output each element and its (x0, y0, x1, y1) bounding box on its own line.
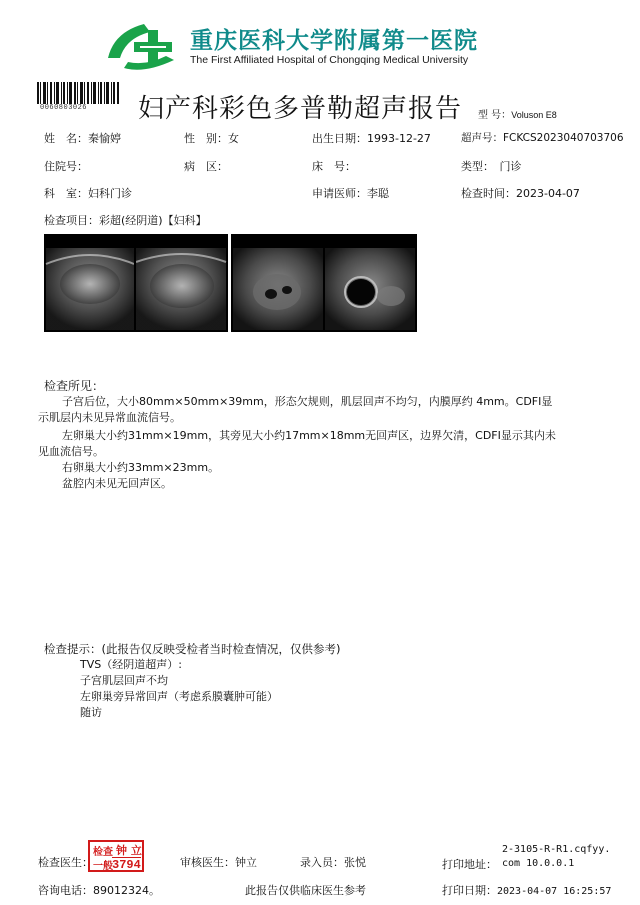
hospital-name-en: The First Affiliated Hospital of Chongqing Medical University (190, 54, 469, 66)
findings-line-2: 示肌层内未见异常血流信号。 (38, 411, 181, 424)
print-time-label: 打印日期： (442, 884, 497, 897)
recorder-value: 张悦 (344, 856, 366, 869)
stamp-text-3: 一般 (93, 861, 113, 872)
bed-field (312, 158, 356, 174)
print-address (502, 843, 610, 871)
barcode (37, 82, 119, 104)
findings-line-3: 左卵巢大小约31mm×19mm，其旁见大小约17mm×18mm无回声区，边界欠清，CDFI显示其内未 (62, 429, 556, 442)
print-time-field (442, 882, 611, 898)
device-model (478, 106, 557, 121)
model-value: Voluson E8 (511, 110, 557, 120)
doctor-value: 李聪 (367, 187, 389, 200)
type-field (461, 158, 522, 174)
dept-value: 妇科门诊 (88, 187, 132, 200)
print-time-value: 2023-04-07 16:25:57 (497, 886, 612, 897)
recorder-field (300, 854, 366, 870)
bed-label: 床 号： (312, 160, 356, 173)
findings-title: 检查所见： (44, 379, 105, 393)
doctor-label: 申请医师： (312, 187, 367, 200)
us-no-label: 超声号： (461, 132, 503, 144)
reviewer-field (180, 854, 257, 870)
print-addr-line-2: com 10.0.0.1 (502, 858, 575, 869)
conclusion-line-3: 左卵巢旁异常回声（考虑系膜囊肿可能） (80, 690, 278, 703)
dept-field (44, 185, 132, 201)
doctor-field (312, 185, 389, 201)
conclusion-line-2: 子宫肌层回声不均 (80, 674, 168, 687)
us-no-value: FCKCS2023040703706 (503, 132, 624, 144)
inpatient-label: 住院号： (44, 160, 88, 173)
name-field (44, 130, 121, 146)
exam-item (44, 212, 207, 228)
dept-label: 科 室： (44, 187, 88, 200)
name-label: 姓 名： (44, 132, 88, 145)
exam-item-label: 检查项目： (44, 214, 99, 227)
findings-line-6: 盆腔内未见无回声区。 (62, 477, 172, 490)
sex-value: 女 (228, 132, 239, 145)
name-value: 秦愉婷 (88, 132, 121, 145)
ward-field (184, 158, 228, 174)
reviewer-value: 钟立 (235, 856, 257, 869)
type-value: 门诊 (499, 160, 522, 173)
print-addr-label: 打印地址： (442, 858, 497, 871)
dob-label: 出生日期： (312, 132, 367, 145)
model-label: 型 号： (478, 110, 512, 121)
stamp-text-1: 检查 (93, 847, 113, 858)
ultrasound-image-2 (231, 234, 417, 332)
us-no-field (461, 130, 624, 145)
stamp-number: 3794 (112, 858, 141, 872)
barcode-number: 0060803026 (40, 104, 88, 112)
phone-label: 咨询电话： (38, 884, 93, 897)
exam-time-value: 2023-04-07 (516, 187, 580, 200)
conclusion-line-4: 随访 (80, 706, 102, 719)
recorder-label: 录入员： (300, 856, 344, 869)
dob-value: 1993-12-27 (367, 132, 431, 145)
footer-note: 此报告仅供临床医生参考 (245, 884, 366, 897)
examiner-label: 检查医生： (38, 856, 93, 869)
conclusion-title: 检查提示：(此报告仅反映受检者当时检查情况，仅供参考) (44, 642, 341, 656)
phone-field (38, 882, 160, 898)
sex-field (184, 130, 239, 146)
exam-time-label: 检查时间： (461, 187, 516, 200)
inpatient-field (44, 158, 88, 174)
report-title: 妇产科彩色多普勒超声报告 (138, 94, 463, 124)
phone-value: 89012324。 (93, 884, 160, 897)
ultrasound-image-1 (44, 234, 228, 332)
findings-line-1: 子宫后位，大小80mm×50mm×39mm，形态欠规则，肌层回声不均匀，内膜厚约 4mm。CDFI显 (62, 395, 553, 408)
findings-line-5: 右卵巢大小约33mm×23mm。 (62, 461, 220, 474)
doctor-stamp (88, 840, 144, 872)
exam-item-value: 彩超(经阴道)【妇科】 (99, 214, 207, 227)
hospital-logo (104, 18, 180, 74)
dob-field (312, 130, 431, 146)
exam-time-field (461, 185, 580, 201)
sex-label: 性 别： (184, 132, 228, 145)
ward-label: 病 区： (184, 160, 228, 173)
print-addr-line-1: 2-3105-R-R1.cqfyy. (502, 844, 611, 855)
conclusion-line-1: TVS（经阴道超声）: (80, 658, 182, 671)
hospital-name-cn: 重庆医科大学附属第一医院 (190, 28, 478, 54)
stamp-text-2: 钟 立 (116, 844, 142, 857)
type-label: 类型： (461, 160, 489, 173)
findings-line-4: 见血流信号。 (38, 445, 104, 458)
reviewer-label: 审核医生： (180, 856, 235, 869)
